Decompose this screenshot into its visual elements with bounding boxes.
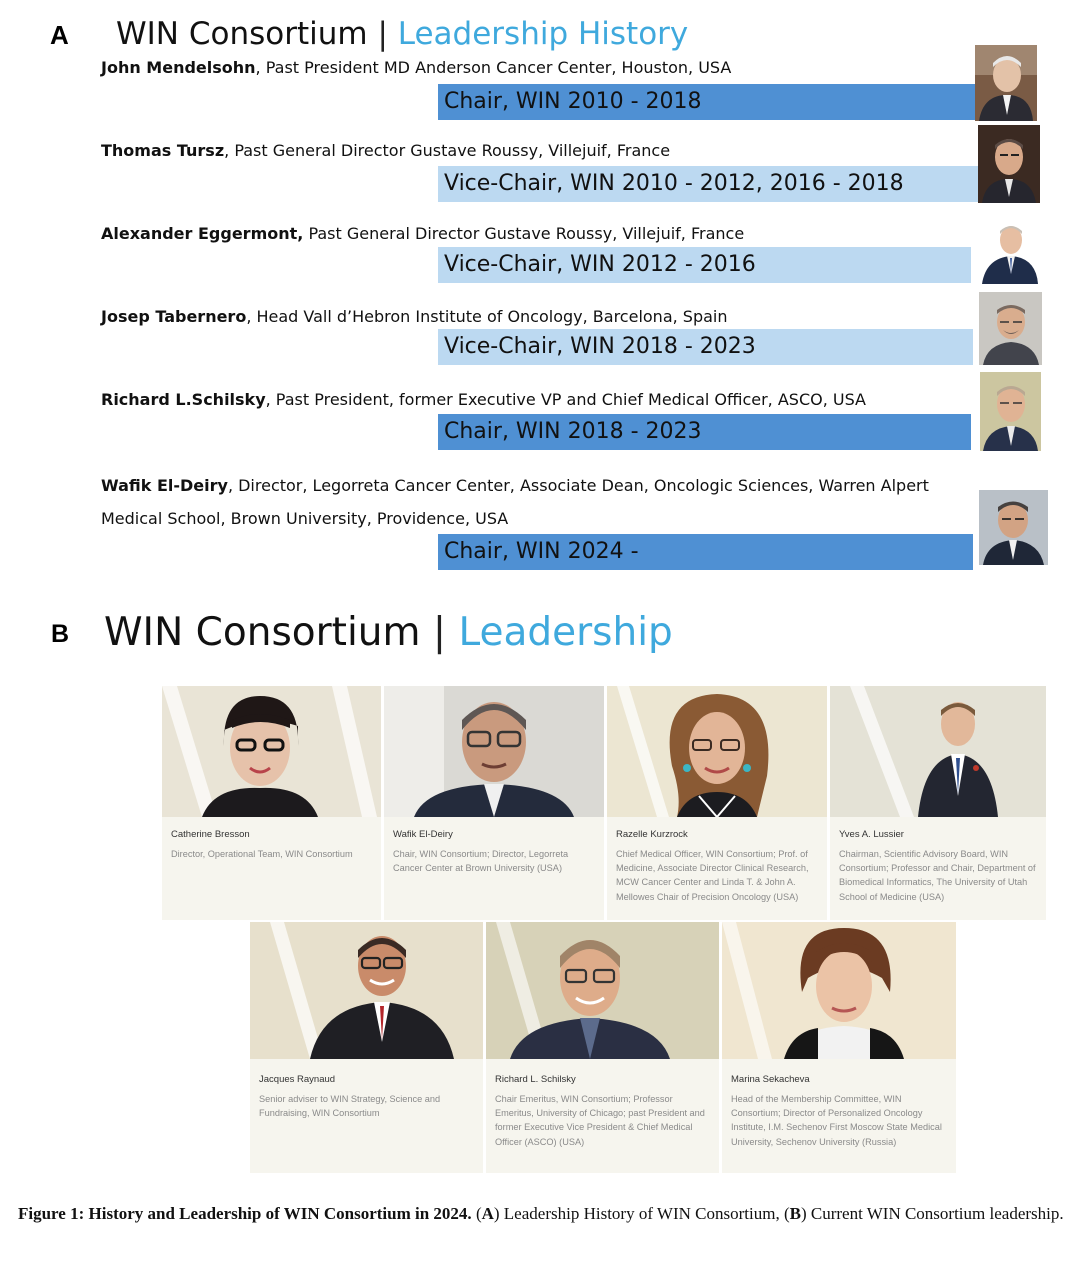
leader-6-description [101, 469, 961, 535]
leader-2-photo [978, 125, 1040, 203]
member-name: Wafik El-Deiry [393, 829, 453, 840]
member-role: Chief Medical Officer, WIN Consortium; Prof. of Medicine, Associate Director Clinical Research, MCW Cancer Center and Linda T. & John A. Mellowes Chair of Precision Oncology (USA) [616, 849, 809, 902]
member-role: Head of the Membership Committee, WIN Consortium; Director of Personalized Oncology Institute, I.M. Sechenov First Moscow State Medical University, Sechenov University (Russia) [731, 1094, 942, 1147]
member-photo [250, 922, 483, 1059]
member-name: Richard L. Schilsky [495, 1074, 576, 1085]
leader-2-role-bar: Vice-Chair, WIN 2010 - 2012, 2016 - 2018 [438, 166, 978, 202]
panel-a-title-accent: Leadership History [397, 16, 689, 52]
leader-4-detail: , Head Vall d’Hebron Institute of Oncology, Barcelona, Spain [246, 307, 728, 326]
leader-6-photo [979, 490, 1048, 565]
leader-1-description [101, 58, 731, 77]
panel-b-letter: B [51, 620, 70, 648]
leader-2-detail: , Past General Director Gustave Roussy, Villejuif, France [224, 141, 671, 160]
leader-1-detail: , Past President MD Anderson Cancer Center, Houston, USA [255, 58, 732, 77]
member-card-catherine-bresson [162, 686, 381, 920]
leader-2-description [101, 141, 670, 160]
member-card-richard-schilsky [486, 922, 719, 1173]
member-card-jacques-raynaud [250, 922, 483, 1173]
leader-5-role-bar: Chair, WIN 2018 - 2023 [438, 414, 971, 450]
leader-4-photo [979, 292, 1042, 365]
caption-text-2: ) Leadership History of WIN Consortium, ( [493, 1204, 790, 1223]
panel-b-title-separator: | [432, 610, 447, 655]
figure-caption-label: Figure 1: History and Leadership of WIN Consortium in 2024. [18, 1204, 472, 1223]
leader-3-description [101, 224, 744, 243]
member-photo [486, 922, 719, 1059]
leader-4-description [101, 307, 728, 326]
leader-1-role-bar: Chair, WIN 2010 - 2018 [438, 84, 976, 120]
leader-5-description [101, 390, 866, 409]
panel-b-title [104, 610, 673, 655]
leader-6-role-bar: Chair, WIN 2024 - [438, 534, 973, 570]
member-card-yves-lussier [830, 686, 1046, 920]
figure-caption [18, 1202, 1078, 1226]
member-card-marina-sekacheva [722, 922, 956, 1173]
panel-a-title-separator: | [377, 16, 388, 52]
leader-4-name: Josep Tabernero [101, 307, 247, 326]
leader-6-detail: , Director, Legorreta Cancer Center, Associate Dean, Oncologic Sciences, Warren Alpert Medical School, Brown University, Providence, USA [101, 476, 929, 528]
leader-1-name: John Mendelsohn [101, 58, 256, 77]
member-role: Senior adviser to WIN Strategy, Science and Fundraising, WIN Consortium [259, 1094, 441, 1119]
member-photo [722, 922, 956, 1059]
member-photo [607, 686, 827, 817]
leader-3-role-bar: Vice-Chair, WIN 2012 - 2016 [438, 247, 971, 283]
leader-2-name: Thomas Tursz [101, 141, 225, 160]
member-name: Yves A. Lussier [839, 829, 904, 840]
panel-a-title [116, 16, 688, 52]
member-name: Catherine Bresson [171, 829, 250, 840]
leader-5-detail: , Past President, former Executive VP and Chief Medical Officer, ASCO, USA [265, 390, 866, 409]
member-role: Chair Emeritus, WIN Consortium; Professor Emeritus, University of Chicago; past President and former Executive Vice President & Chief Medical Officer (ASCO) (USA) [495, 1094, 705, 1147]
member-name: Razelle Kurzrock [616, 829, 688, 840]
leader-5-photo [980, 372, 1041, 451]
leader-3-photo [980, 218, 1040, 284]
member-role: Director, Operational Team, WIN Consortium [171, 849, 353, 859]
leader-3-name: Alexander Eggermont, [101, 224, 304, 243]
member-card-razelle-kurzrock [607, 686, 827, 920]
member-photo [384, 686, 604, 817]
member-role: Chair, WIN Consortium; Director, Legorreta Cancer Center at Brown University (USA) [393, 849, 569, 874]
panel-b-title-accent: Leadership [458, 610, 673, 655]
caption-ref-b: B [789, 1204, 801, 1223]
member-photo [162, 686, 381, 817]
panel-a-title-main: WIN Consortium [116, 16, 368, 52]
panel-a-letter: A [50, 20, 69, 50]
member-photo [830, 686, 1046, 817]
leader-5-name: Richard L.Schilsky [101, 390, 266, 409]
leader-6-name: Wafik El-Deiry [101, 476, 228, 495]
member-card-wafik-el-deiry [384, 686, 604, 920]
member-name: Marina Sekacheva [731, 1074, 810, 1085]
caption-text-3: ) Current WIN Consortium leadership. [800, 1204, 1064, 1223]
leader-1-photo [975, 45, 1037, 121]
panel-b-title-main: WIN Consortium [104, 610, 421, 655]
member-name: Jacques Raynaud [259, 1074, 336, 1085]
caption-ref-a: A [481, 1204, 494, 1223]
caption-text-1: ( [471, 1204, 482, 1223]
member-role: Chairman, Scientific Advisory Board, WIN Consortium; Professor and Chair, Department of Biomedical Informatics, The University of Utah School of Medicine (USA) [839, 849, 1036, 902]
leader-3-detail: Past General Director Gustave Roussy, Villejuif, France [303, 224, 745, 243]
leader-4-role-bar: Vice-Chair, WIN 2018 - 2023 [438, 329, 973, 365]
